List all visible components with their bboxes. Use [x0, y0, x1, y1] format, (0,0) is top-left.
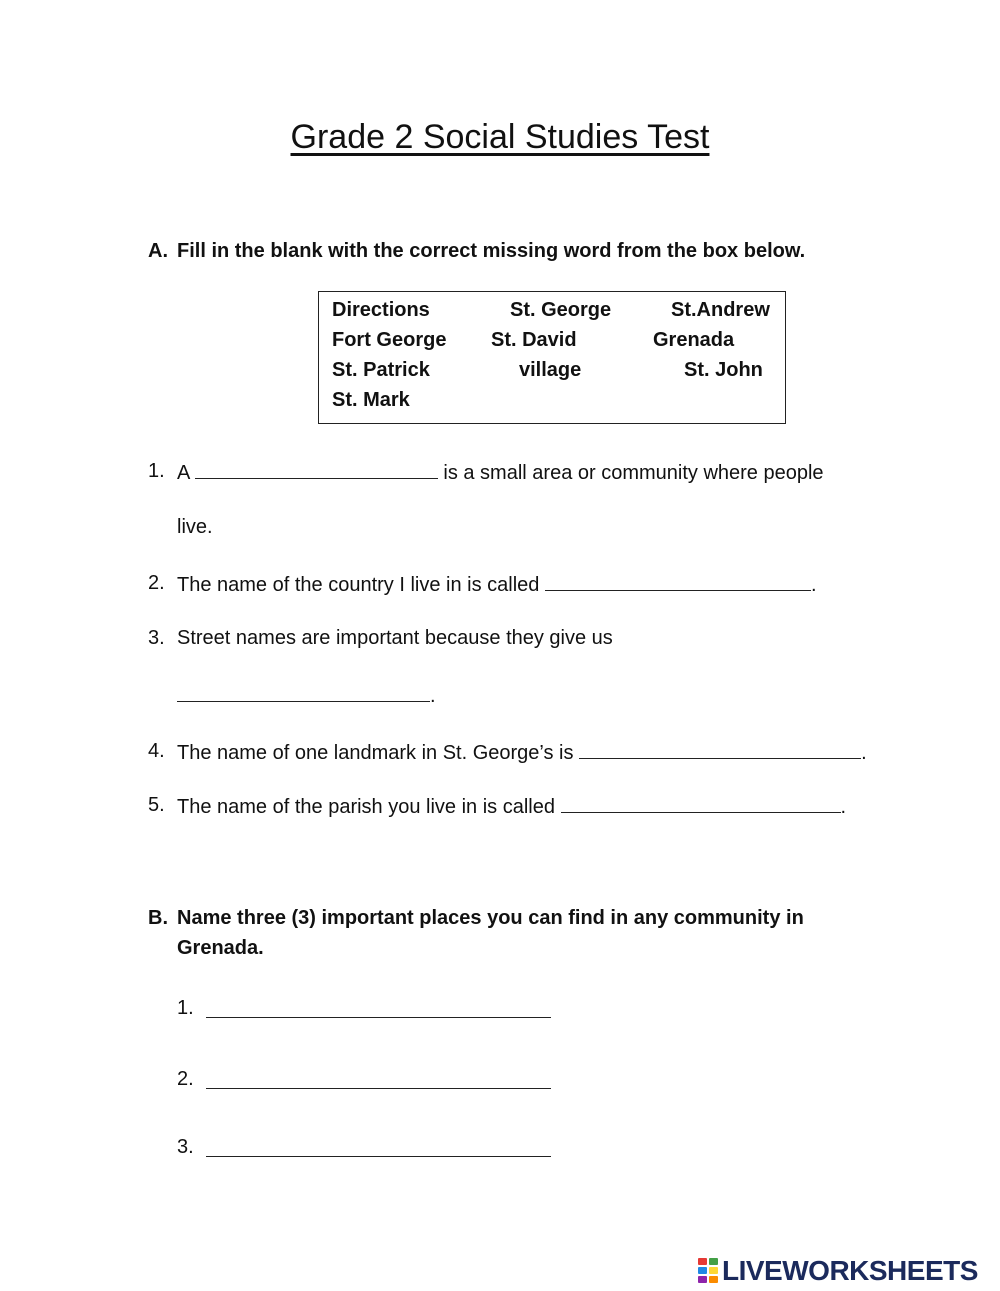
question-1-after: is a small area or community where people: [443, 462, 824, 484]
page-title: Grade 2 Social Studies Test: [290, 118, 710, 156]
word-bank-item: Fort George: [332, 329, 447, 351]
question-number: 2.: [148, 572, 165, 594]
word-bank-item: St. George: [510, 299, 612, 321]
section-a-letter: A.: [148, 240, 168, 262]
answer-1-line[interactable]: [206, 997, 551, 1023]
question-5-before: The name of the parish you live in is called: [177, 796, 555, 818]
word-bank-item: St. Mark: [332, 389, 410, 411]
word-bank-box: [318, 291, 786, 424]
question-number: 5.: [148, 794, 165, 816]
question-4-before: The name of one landmark in St. George’s is: [177, 742, 574, 764]
question-2-text: [177, 572, 817, 597]
question-number: 1.: [148, 460, 165, 482]
word-bank-item: village: [519, 359, 582, 381]
word-bank-item: St. David: [491, 329, 577, 351]
word-bank-item: Directions: [332, 299, 430, 321]
question-3-blank[interactable]: [177, 683, 430, 702]
question-2-before: The name of the country I live in is called: [177, 574, 540, 596]
answer-3-line[interactable]: [206, 1136, 551, 1162]
question-5-text: [177, 794, 846, 819]
question-2-blank[interactable]: [545, 572, 811, 591]
word-bank-item: St. Patrick: [332, 359, 430, 381]
question-3-after: .: [430, 685, 436, 707]
question-5-after: .: [840, 796, 847, 818]
question-1-blank[interactable]: [195, 460, 438, 479]
answer-number: 2.: [177, 1068, 194, 1090]
question-4-blank[interactable]: [579, 740, 861, 759]
word-bank-item: St. John: [684, 359, 763, 381]
question-number: 3.: [148, 627, 165, 649]
word-bank-item: Grenada: [653, 329, 735, 351]
liveworksheets-icon: [698, 1258, 720, 1284]
section-a-instruction: Fill in the blank with the correct missing word from the box below.: [177, 240, 806, 262]
question-4-after: .: [861, 742, 867, 764]
word-bank-item: St.Andrew: [671, 299, 770, 321]
section-b-instruction-line1: Name three (3) important places you can find in any community in: [177, 907, 804, 929]
brand-name: LIVEWORKSHEETS: [722, 1255, 978, 1286]
answer-number: 1.: [177, 997, 194, 1019]
question-5-blank[interactable]: [561, 794, 841, 813]
question-1-text: [177, 460, 824, 485]
question-3-answer-line: [177, 683, 436, 708]
question-1-continuation: live.: [177, 516, 213, 538]
question-3-before: Street names are important because they give us: [177, 627, 613, 649]
liveworksheets-logo: [698, 1256, 978, 1286]
question-2-after: .: [810, 574, 817, 596]
answer-number: 3.: [177, 1136, 194, 1158]
section-b-letter: B.: [148, 907, 168, 929]
section-b-instruction-line2: Grenada.: [177, 937, 264, 959]
question-number: 4.: [148, 740, 165, 762]
question-4-text: [177, 740, 867, 765]
answer-2-line[interactable]: [206, 1068, 551, 1094]
question-1-before: A: [177, 462, 190, 484]
